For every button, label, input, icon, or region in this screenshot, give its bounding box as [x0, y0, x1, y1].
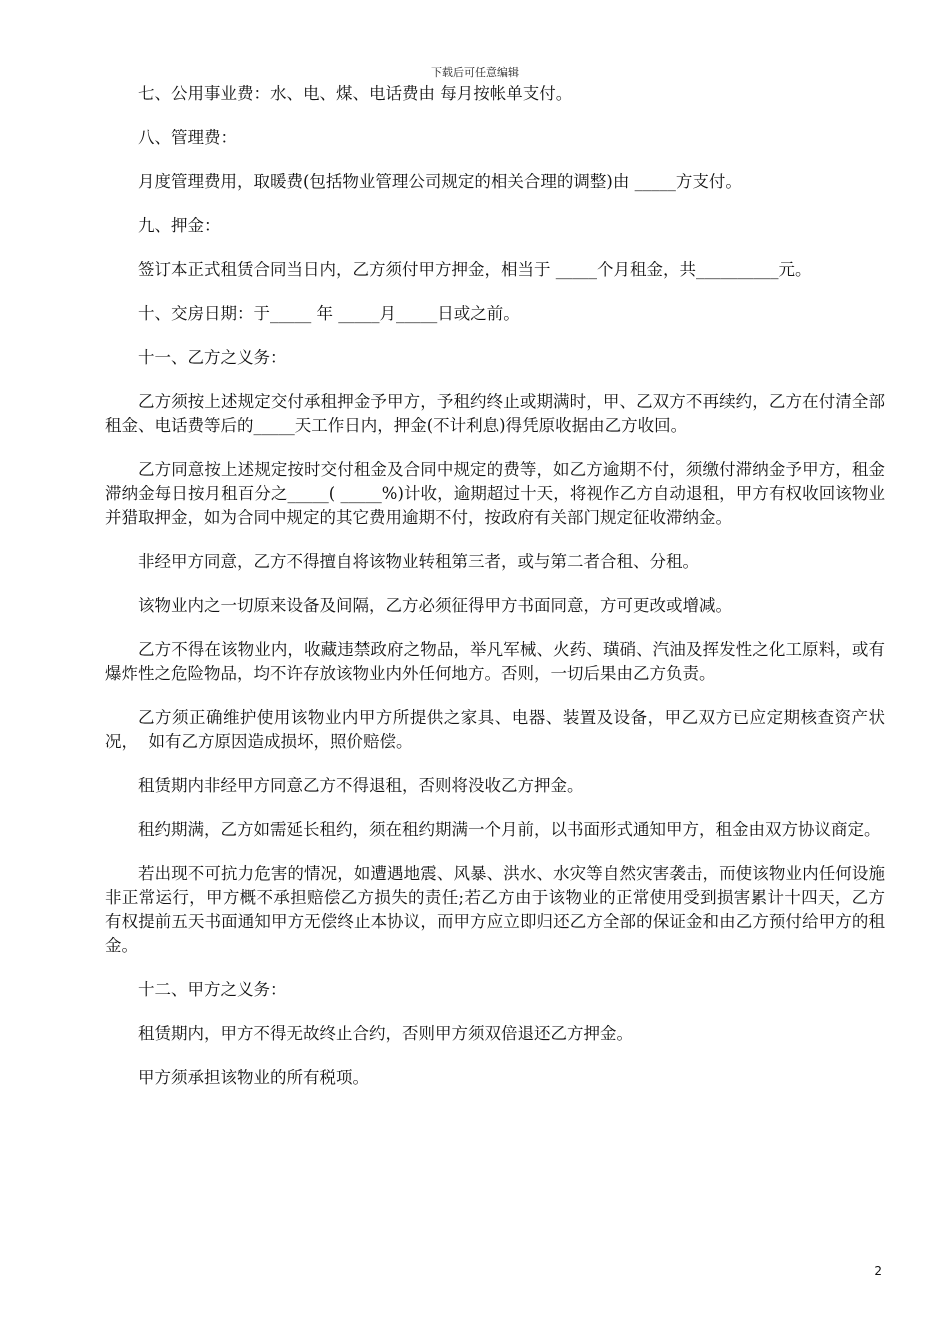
clause-9-heading: 九、押金： — [138, 216, 221, 235]
clause-11-force-majeure: 若出现不可抗力危害的情况，如遭遇地震、风暴、洪水、水灾等自然灾害袭击，而使该物业内任何设施非正常运行，甲方概不承担赔偿乙方损失的责任;若乙方由于该物业的正常使用受到损害累计十四天，乙方有权提前五天书面通知甲方无偿终止本协议，而甲方应立即归还乙方全部的保证金和由乙方预付给甲方的租金。 — [105, 864, 885, 955]
document-body — [105, 82, 885, 1110]
header-note: 下载后可任意编辑 — [431, 66, 519, 79]
clause-11-maintenance: 乙方须正确维护使用该物业内甲方所提供之家具、电器、装置及设备，甲乙双方已应定期核查资产状况， 如有乙方原因造成损坏，照价赔偿。 — [105, 708, 885, 751]
clause-12-taxes: 甲方须承担该物业的所有税项。 — [138, 1068, 369, 1087]
clause-9-deposit: 签订本正式租赁合同当日内，乙方须付甲方押金，相当于 _____个月租金，共__________元。 — [138, 260, 812, 279]
page-number: 2 — [874, 1264, 882, 1278]
clause-11-alterations: 该物业内之一切原来设备及间隔，乙方必须征得甲方书面同意，方可更改或增减。 — [138, 596, 732, 615]
clause-11-renewal: 租约期满，乙方如需延长租约，须在租约期满一个月前，以书面形式通知甲方，租金由双方协议商定。 — [138, 820, 881, 839]
clause-12-heading: 十二、甲方之义务： — [138, 980, 287, 999]
clause-8-management-fee: 月度管理费用，取暖费(包括物业管理公司规定的相关合理的调整)由 _____方支付。 — [138, 172, 742, 191]
clause-11-late-fee: 乙方同意按上述规定按时交付租金及合同中规定的费等，如乙方逾期不付，须缴付滞纳金予甲方，租金滞纳金每日按月租百分之_____( _____%)计收，逾期超过十天，将视作乙方自动退租，甲方有权收回该物业并猎取押金，如为合同中规定的其它费用逾期不付，按政府有关部门规定征收滞纳金。 — [105, 460, 885, 527]
clause-11-prohibited-items: 乙方不得在该物业内，收藏违禁政府之物品，举凡军械、火药、璜硝、汽油及挥发性之化工原料，或有爆炸性之危险物品，均不许存放该物业内外任何地方。否则，一切后果由乙方负责。 — [105, 640, 885, 683]
clause-8-heading: 八、管理费： — [138, 128, 237, 147]
clause-11-deposit-return: 乙方须按上述规定交付承租押金予甲方，予租约终止或期满时，甲、乙双方不再续约，乙方在付清全部租金、电话费等后的_____天工作日内，押金(不计利息)得凭原收据由乙方收回。 — [105, 392, 885, 435]
clause-12-termination: 租赁期内，甲方不得无故终止合约，否则甲方须双倍退还乙方押金。 — [138, 1024, 633, 1043]
clause-11-no-early-termination: 租赁期内非经甲方同意乙方不得退租，否则将没收乙方押金。 — [138, 776, 584, 795]
clause-11-heading: 十一、乙方之义务： — [138, 348, 287, 367]
clause-10-handover-date: 十、交房日期：于_____ 年 _____月_____日或之前。 — [138, 304, 520, 323]
clause-7-utilities: 七、公用事业费：水、电、煤、电话费由 每月按帐单支付。 — [138, 84, 573, 103]
clause-11-sublet: 非经甲方同意，乙方不得擅自将该物业转租第三者，或与第二者合租、分租。 — [138, 552, 699, 571]
